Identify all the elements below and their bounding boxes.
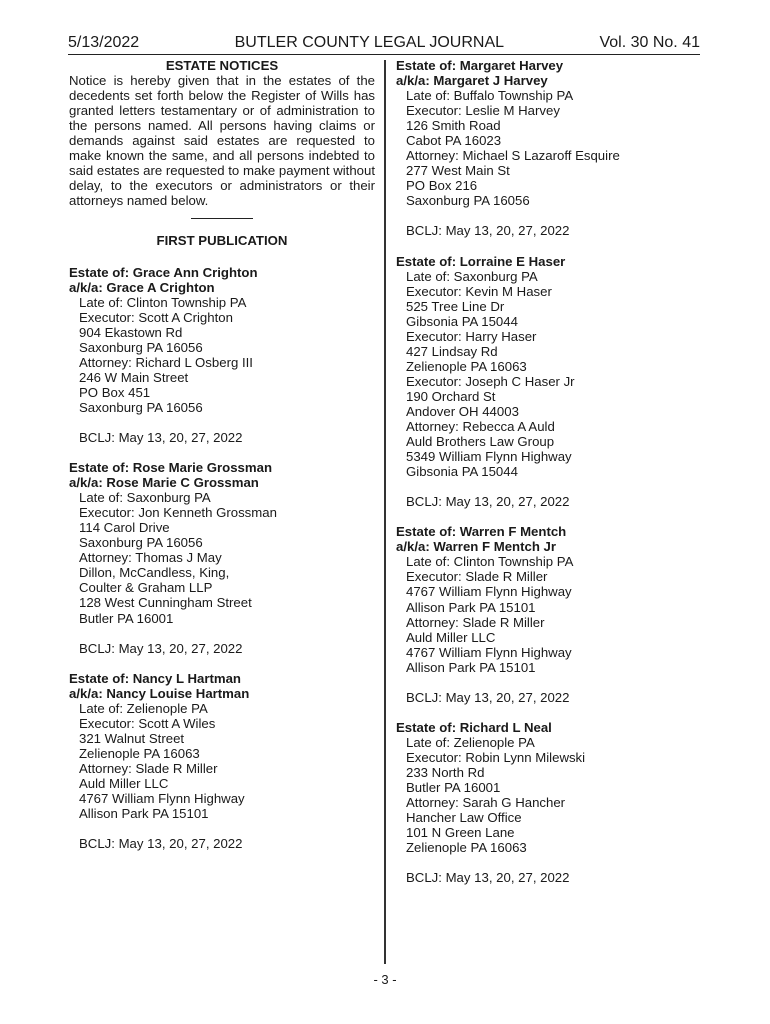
estate-detail-line: Auld Brothers Law Group — [406, 434, 555, 450]
estate-entry — [69, 460, 375, 656]
estate-detail-line: Attorney: Richard L Osberg III — [79, 354, 253, 370]
estate-detail-line: 904 Ekastown Rd — [79, 324, 183, 340]
estate-detail-line: Late of: Saxonburg PA — [79, 490, 211, 506]
estate-entry — [69, 265, 375, 446]
estate-entry — [396, 720, 702, 885]
first-publication-title: FIRST PUBLICATION — [156, 233, 288, 249]
estate-detail-line: Andover OH 44003 — [406, 403, 519, 419]
estate-bclj-dates: BCLJ: May 13, 20, 27, 2022 — [79, 640, 243, 656]
estate-detail-line: Executor: Kevin M Haser — [406, 283, 552, 299]
estate-notices-body: Notice is hereby given that in the estates of the decedents set forth below the Register of Wills has granted letters testamentary or of administration to the persons named. All persons having claims or demands against said estates are requested to make known the same, and all persons indebted to said estates are requested to make payment without delay, to the executors or administrators or their attorneys named below. — [69, 73, 375, 209]
estate-detail-line: Late of: Clinton Township PA — [79, 294, 247, 310]
estate-bclj-dates: BCLJ: May 13, 20, 27, 2022 — [406, 689, 570, 705]
estate-detail-line: Late of: Buffalo Township PA — [406, 88, 574, 104]
estate-detail-line: 233 North Rd — [406, 764, 485, 780]
column-divider — [384, 60, 386, 964]
estate-detail-line: Executor: Scott A Wiles — [79, 715, 216, 731]
estate-detail-line: Coulter & Graham LLP — [79, 580, 213, 596]
estate-heading: Estate of: Grace Ann Crighton — [69, 264, 258, 280]
estate-entry — [396, 524, 702, 705]
estate-aka: a/k/a: Nancy Louise Hartman — [69, 685, 250, 701]
estate-detail-line: Attorney: Rebecca A Auld — [406, 419, 555, 435]
estate-heading: Estate of: Lorraine E Haser — [396, 253, 566, 269]
estate-bclj-dates: BCLJ: May 13, 20, 27, 2022 — [406, 870, 570, 886]
estate-bclj-dates: BCLJ: May 13, 20, 27, 2022 — [79, 429, 243, 445]
estate-detail-line: Executor: Robin Lynn Milewski — [406, 749, 586, 765]
estate-aka: a/k/a: Margaret J Harvey — [396, 73, 548, 89]
estate-detail-line: 126 Smith Road — [406, 118, 501, 134]
right-column — [396, 58, 702, 900]
page-number: - 3 - — [373, 972, 397, 987]
estate-detail-line: Late of: Zelienople PA — [79, 700, 208, 716]
header-date: 5/13/2022 — [68, 34, 140, 51]
estate-aka: a/k/a: Warren F Mentch Jr — [396, 539, 557, 555]
estate-detail-line: Executor: Harry Haser — [406, 328, 537, 344]
estate-detail-line: Attorney: Slade R Miller — [406, 614, 545, 630]
estate-detail-line: 190 Orchard St — [406, 388, 496, 404]
estate-heading: Estate of: Rose Marie Grossman — [69, 460, 273, 476]
estate-heading: Estate of: Margaret Harvey — [396, 58, 564, 73]
estate-heading: Estate of: Nancy L Hartman — [69, 670, 241, 686]
estate-detail-line: Attorney: Slade R Miller — [79, 760, 218, 776]
estate-detail-line: Dillon, McCandless, King, — [79, 565, 230, 581]
header-volume: Vol. 30 No. 41 — [599, 34, 700, 51]
estate-detail-line: Gibsonia PA 15044 — [406, 313, 518, 329]
estate-detail-line: Butler PA 16001 — [79, 610, 174, 626]
estate-heading: Estate of: Richard L Neal — [396, 719, 552, 735]
estate-detail-line: Executor: Scott A Crighton — [79, 309, 233, 325]
estate-detail-line: Allison Park PA 15101 — [406, 599, 536, 615]
left-column — [69, 58, 375, 866]
estate-detail-line: Zelienople PA 16063 — [79, 745, 200, 761]
estate-detail-line: Late of: Clinton Township PA — [406, 554, 574, 570]
estate-detail-line: Executor: Slade R Miller — [406, 569, 548, 585]
right-estate-list — [396, 58, 702, 885]
estate-detail-line: 128 West Cunningham Street — [79, 595, 252, 611]
estate-detail-line: Butler PA 16001 — [406, 779, 501, 795]
estate-detail-line: 4767 William Flynn Highway — [406, 584, 572, 600]
estate-detail-line: 246 W Main Street — [79, 369, 189, 385]
estate-detail-line: Auld Miller LLC — [79, 775, 169, 791]
estate-detail-line: Zelienople PA 16063 — [406, 840, 527, 856]
estate-detail-line: Zelienople PA 16063 — [406, 358, 527, 374]
estate-detail-line: Allison Park PA 15101 — [79, 806, 209, 822]
page-header — [68, 30, 700, 55]
section-rule — [191, 218, 253, 219]
estate-detail-line: Attorney: Michael S Lazaroff Esquire — [406, 148, 620, 164]
estate-detail-line: Saxonburg PA 16056 — [79, 399, 203, 415]
estate-detail-line: PO Box 216 — [406, 178, 478, 194]
estate-detail-line: 4767 William Flynn Highway — [79, 790, 245, 806]
estate-detail-line: Cabot PA 16023 — [406, 133, 502, 149]
estate-detail-line: Allison Park PA 15101 — [406, 659, 536, 675]
estate-detail-line: Auld Miller LLC — [406, 629, 496, 645]
estate-detail-line: Late of: Zelienople PA — [406, 734, 535, 750]
estate-detail-line: PO Box 451 — [79, 384, 151, 400]
estate-detail-line: Saxonburg PA 16056 — [406, 193, 530, 209]
estate-detail-line: Executor: Leslie M Harvey — [406, 103, 560, 119]
estate-bclj-dates: BCLJ: May 13, 20, 27, 2022 — [406, 494, 570, 510]
estate-entry — [396, 58, 702, 239]
estate-heading: Estate of: Warren F Mentch — [396, 524, 567, 540]
estate-detail-line: 321 Walnut Street — [79, 730, 185, 746]
estate-entry — [69, 671, 375, 852]
estate-bclj-dates: BCLJ: May 13, 20, 27, 2022 — [79, 836, 243, 852]
estate-detail-line: Saxonburg PA 16056 — [79, 535, 203, 551]
estate-detail-line: 427 Lindsay Rd — [406, 343, 498, 359]
estate-detail-line: Executor: Jon Kenneth Grossman — [79, 505, 277, 521]
estate-detail-line: Late of: Saxonburg PA — [406, 268, 538, 284]
estate-detail-line: Attorney: Thomas J May — [79, 550, 222, 566]
estate-detail-line: 101 N Green Lane — [406, 825, 515, 841]
estate-bclj-dates: BCLJ: May 13, 20, 27, 2022 — [406, 223, 570, 239]
estate-detail-line: Saxonburg PA 16056 — [79, 339, 203, 355]
estate-detail-line: Attorney: Sarah G Hancher — [406, 795, 566, 811]
estate-detail-line: 5349 William Flynn Highway — [406, 449, 572, 465]
estate-detail-line: 114 Carol Drive — [79, 520, 170, 536]
estate-entry — [396, 254, 702, 510]
estate-detail-line: 525 Tree Line Dr — [406, 298, 505, 314]
estate-notices-title: ESTATE NOTICES — [165, 58, 279, 73]
estate-detail-line: 277 West Main St — [406, 163, 510, 179]
estate-aka: a/k/a: Rose Marie C Grossman — [69, 475, 259, 491]
estate-detail-line: Gibsonia PA 15044 — [406, 464, 518, 480]
header-journal-title: BUTLER COUNTY LEGAL JOURNAL — [234, 34, 505, 51]
estate-detail-line: Hancher Law Office — [406, 810, 522, 826]
left-estate-list — [69, 265, 375, 852]
estate-detail-line: Executor: Joseph C Haser Jr — [406, 373, 575, 389]
estate-aka: a/k/a: Grace A Crighton — [69, 279, 215, 295]
estate-detail-line: 4767 William Flynn Highway — [406, 644, 572, 660]
